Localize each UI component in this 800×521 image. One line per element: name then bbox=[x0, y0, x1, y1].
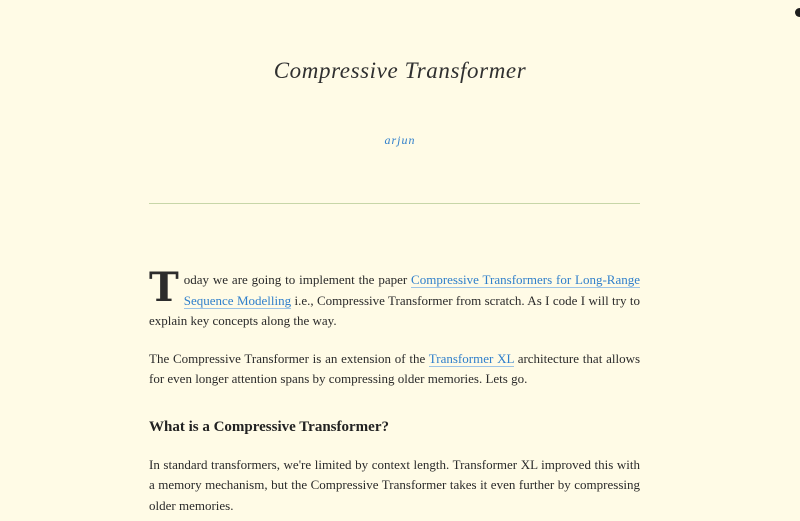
intro-paragraph bbox=[149, 264, 640, 332]
intro-text-end: i.e., Compressive Transformer from scratch. As I code I will try to explain key concepts along the way. bbox=[149, 292, 640, 328]
transformer-xl-link[interactable]: Transformer XL bbox=[428, 350, 514, 366]
article-body bbox=[149, 264, 641, 516]
header-divider bbox=[149, 203, 640, 204]
drop-cap: T bbox=[149, 264, 179, 311]
paper-link[interactable]: Compressive Transformers for Long-Range Sequence Modelling bbox=[183, 272, 640, 308]
author-link[interactable]: arjun bbox=[384, 133, 416, 147]
intro-text-start: oday we are going to implement the paper bbox=[183, 272, 412, 287]
extension-text-start: The Compressive Transformer is an extension of the bbox=[149, 350, 429, 366]
extension-paragraph bbox=[149, 349, 640, 390]
corner-dot bbox=[795, 8, 800, 17]
extension-text-end: architecture that allows for even longer attention spans by compressing older memories. Lets go. bbox=[149, 350, 641, 386]
section-heading: What is a Compressive Transformer? bbox=[149, 418, 389, 435]
page-title: Compressive Transformer bbox=[273, 58, 527, 83]
context-paragraph: In standard transformers, we're limited by context length. Transformer XL improved this with a memory mechanism, but the Compressive Transformer takes it even further by compressing older memories. bbox=[149, 456, 640, 513]
